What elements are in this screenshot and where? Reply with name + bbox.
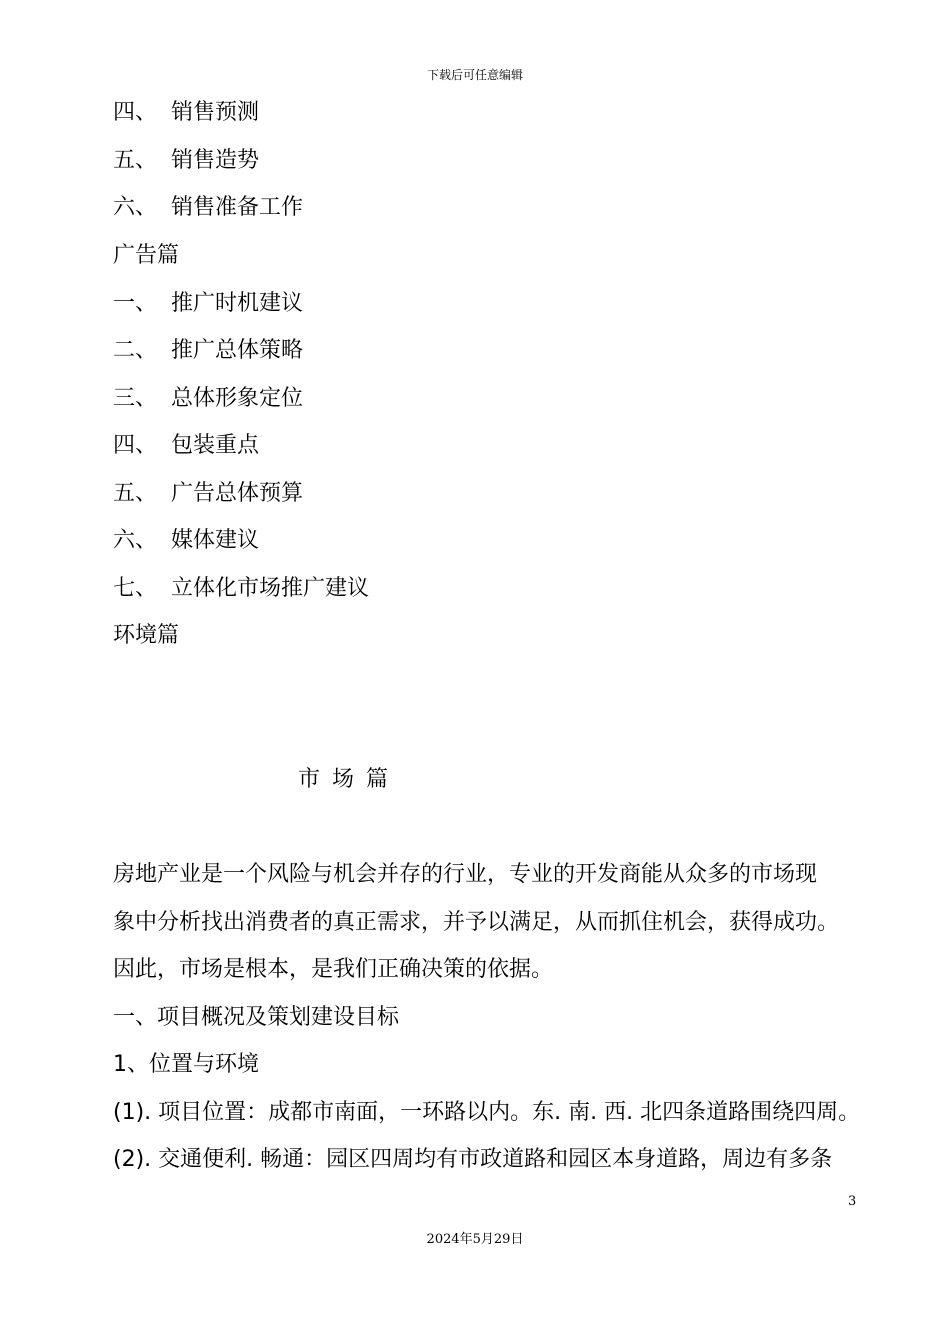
toc-item-label: 广告总体预算 [171,481,304,506]
toc-item-label: 销售准备工作 [171,195,304,220]
toc-item-label: 销售造势 [171,148,260,173]
toc-item-number: 七、 [113,576,158,601]
toc-item-number: 六、 [113,195,158,220]
body-heading: 一、项目概况及策划建设目标 [113,1005,400,1030]
toc-item-number: 一、 [113,291,158,316]
toc-item-label: 立体化市场推广建议 [171,576,370,601]
toc-item [113,527,259,555]
toc-item-number: 五、 [113,148,158,173]
toc-item-number: 四、 [113,433,158,458]
toc-item-number: 三、 [113,386,158,411]
toc-item [113,99,259,127]
toc-item [113,194,303,222]
toc-item-number: 二、 [113,338,158,363]
toc-item [113,147,259,175]
toc-item-label: 媒体建议 [171,528,260,553]
body-line: 房地产业是一个风险与机会并存的行业，专业的开发商能从众多的市场现 [113,862,818,887]
toc-heading [113,622,179,650]
body-line: 象中分析找出消费者的真正需求，并予以满足，从而抓住机会，获得成功。 [113,910,840,935]
footer-date: 2024年5月29日 [426,1232,524,1247]
toc-item [113,337,303,365]
toc-item-number: 四、 [113,100,158,125]
toc-item [113,480,303,508]
body-subheading: 1、位置与环境 [113,1052,259,1077]
body-line: 因此，市场是根本，是我们正确决策的依据。 [113,957,554,982]
toc-item-label: 包装重点 [171,433,260,458]
toc-item [113,575,369,603]
toc-heading [113,242,179,270]
toc-item-label: 销售预测 [171,100,260,125]
body-line: (1). 项目位置：成都市南面，一环路以内。东. 南. 西. 北四条道路围绕四周。 [113,1100,861,1125]
section-title: 市场篇 [298,767,401,792]
toc-item-number: 六、 [113,528,158,553]
toc-item-label: 推广总体策略 [171,338,304,363]
toc-item-label: 总体形象定位 [171,386,304,411]
toc-heading-label: 广告篇 [113,243,180,268]
toc-item-label: 推广时机建议 [171,291,304,316]
page-number: 3 [848,1194,857,1209]
toc-item [113,290,303,318]
toc-item-number: 五、 [113,481,158,506]
page-header: 下载后可任意编辑 [426,68,523,82]
toc-item [113,385,303,413]
body-line: (2). 交通便利. 畅通：园区四周均有市政道路和园区本身道路，周边有多条 [113,1147,833,1172]
toc-heading-label: 环境篇 [113,623,180,648]
toc-item [113,432,259,460]
